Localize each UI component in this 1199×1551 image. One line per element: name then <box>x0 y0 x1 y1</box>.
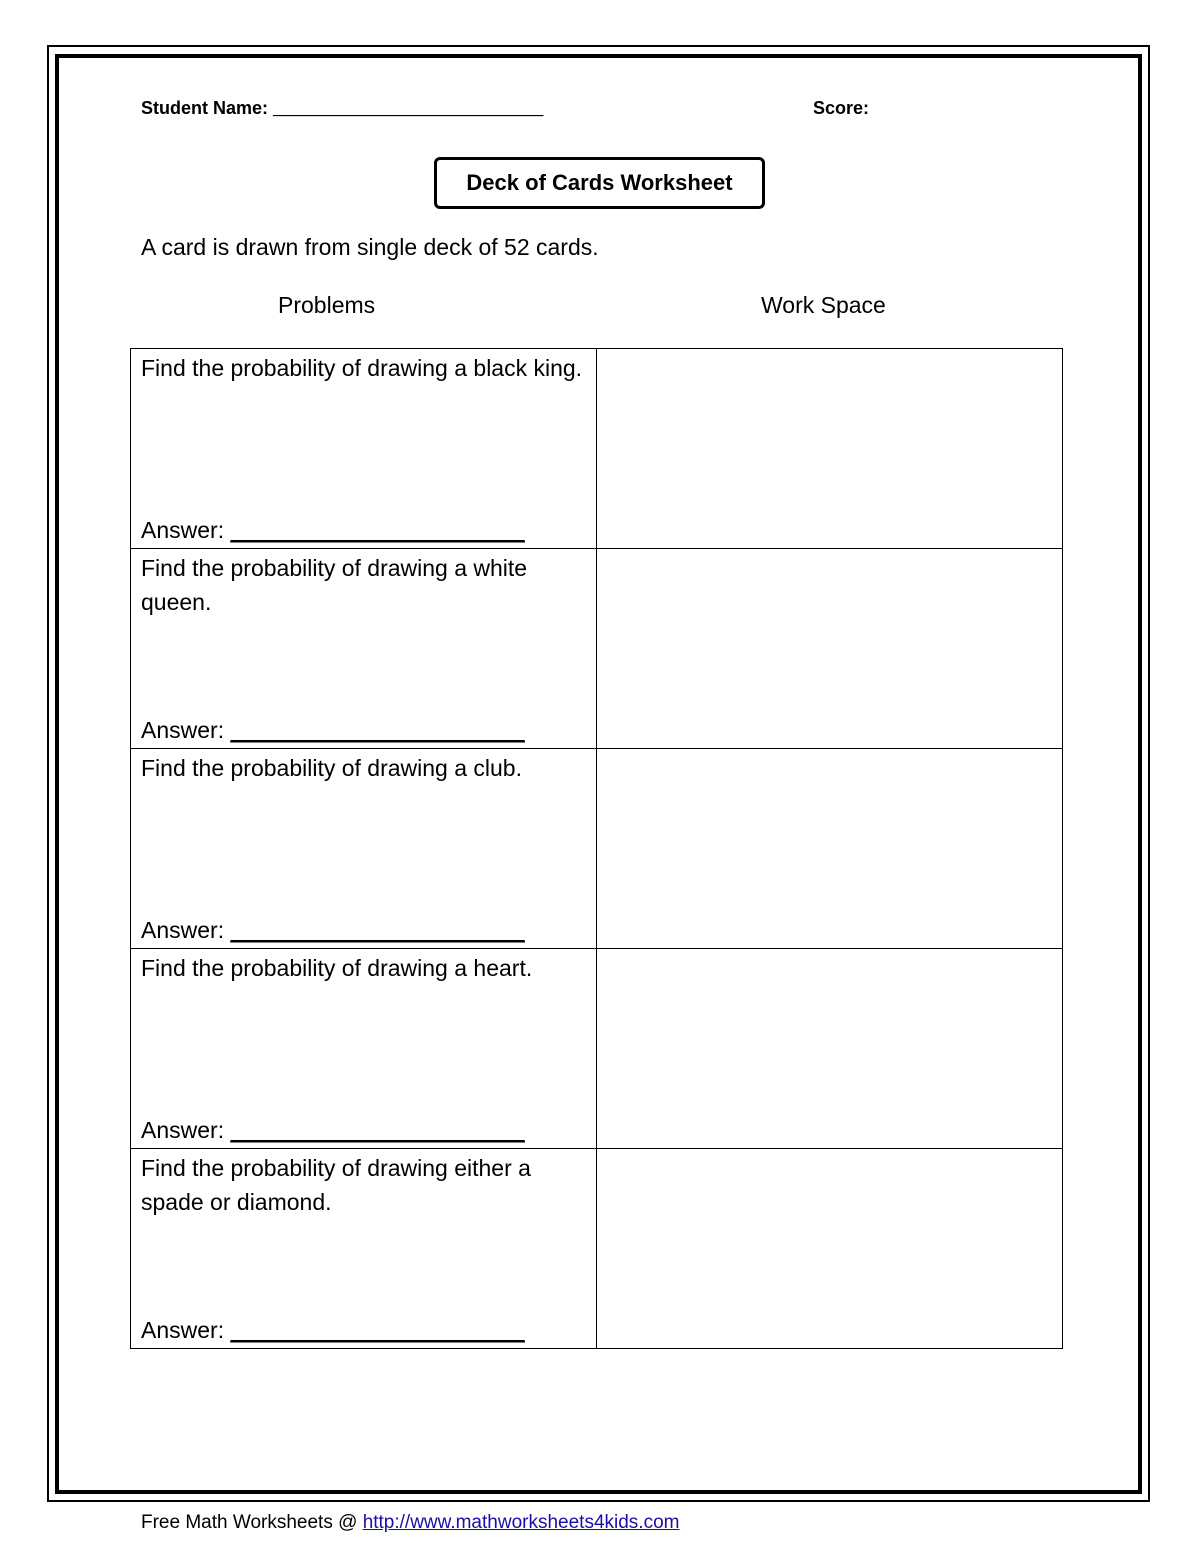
student-name-field <box>141 98 543 119</box>
table-row <box>131 749 1063 949</box>
problem-cell <box>131 1149 597 1349</box>
problem-text: Find the probability of drawing a heart. <box>141 955 533 981</box>
problem-cell <box>131 349 597 549</box>
problem-text: Find the probability of drawing a club. <box>141 755 522 781</box>
answer-label: Answer: <box>141 517 225 543</box>
footer-link[interactable]: http://www.mathworksheets4kids.com <box>362 1512 680 1533</box>
answer-blank: _______________________ <box>230 717 525 743</box>
problems-column-header: Problems <box>278 292 376 318</box>
student-name-label: Student Name: <box>141 98 269 118</box>
problems-table <box>130 348 1063 1349</box>
work-space-cell <box>597 349 1063 549</box>
answer-label: Answer: <box>141 1317 225 1343</box>
problem-cell <box>131 749 597 949</box>
student-name-blank: ___________________________ <box>273 98 544 118</box>
table-row <box>131 549 1063 749</box>
answer-label: Answer: <box>141 917 225 943</box>
problem-text: Find the probability of drawing either a spade or diamond. <box>141 1155 531 1215</box>
table-row <box>131 349 1063 549</box>
work-space-cell <box>597 549 1063 749</box>
footer-prefix: Free Math Worksheets @ <box>141 1512 363 1533</box>
problem-text: Find the probability of drawing a black king. <box>141 355 583 381</box>
answer-line <box>141 517 525 544</box>
worksheet-title: Deck of Cards Worksheet <box>434 157 765 209</box>
table-row <box>131 1149 1063 1349</box>
answer-blank: _______________________ <box>230 1117 525 1143</box>
answer-blank: _______________________ <box>230 1317 525 1343</box>
work-space-cell <box>597 749 1063 949</box>
problem-cell <box>131 949 597 1149</box>
workspace-column-header: Work Space <box>761 292 886 318</box>
footer <box>141 1512 679 1534</box>
answer-line <box>141 1117 525 1144</box>
problem-text: Find the probability of drawing a white queen. <box>141 555 528 615</box>
score-label: Score: <box>813 98 870 118</box>
work-space-cell <box>597 1149 1063 1349</box>
problem-cell <box>131 549 597 749</box>
answer-label: Answer: <box>141 717 225 743</box>
table-row <box>131 949 1063 1149</box>
answer-line <box>141 917 525 944</box>
answer-blank: _______________________ <box>230 517 525 543</box>
answer-line <box>141 717 525 744</box>
answer-line <box>141 1317 525 1344</box>
answer-label: Answer: <box>141 1117 225 1143</box>
work-space-cell <box>597 949 1063 1149</box>
intro-text: A card is drawn from single deck of 52 cards. <box>141 234 599 260</box>
answer-blank: _______________________ <box>230 917 525 943</box>
